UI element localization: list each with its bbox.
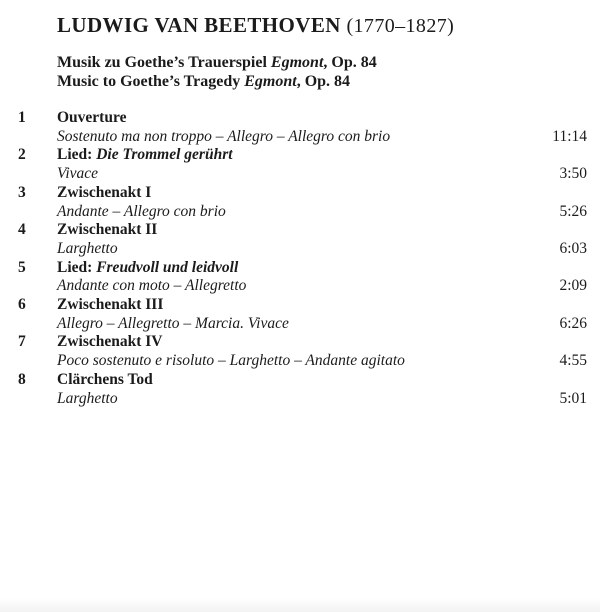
track-detail-line xyxy=(18,165,587,184)
track-title-line xyxy=(18,221,587,240)
work-title-english: Music to Goethe’s Tragedy Egmont, Op. 84 xyxy=(57,72,351,90)
track-title-line xyxy=(18,333,587,352)
track-time: 6:26 xyxy=(559,314,587,332)
track-tempo: Allegro – Allegretto – Marcia. Vivace xyxy=(57,314,289,332)
track-title: Zwischenakt I xyxy=(57,183,152,201)
track-row xyxy=(18,333,587,370)
track-title: Clärchens Tod xyxy=(57,370,153,388)
track-detail-line xyxy=(18,240,587,259)
track-detail-line xyxy=(18,203,587,222)
track-title: Ouverture xyxy=(57,109,127,126)
track-number: 6 xyxy=(18,296,26,314)
track-title: Lied: Die Trommel gerührt xyxy=(57,146,233,164)
page-title xyxy=(57,13,587,39)
track-time: 2:09 xyxy=(559,277,587,295)
track-list xyxy=(0,109,600,408)
track-title-line xyxy=(18,184,587,203)
track-number: 1 xyxy=(18,109,26,126)
track-row xyxy=(18,259,587,296)
track-detail-line xyxy=(18,352,587,371)
track-number: 7 xyxy=(18,333,26,351)
track-number: 2 xyxy=(18,146,26,164)
track-row xyxy=(18,184,587,221)
track-time: 5:26 xyxy=(559,202,587,220)
track-row xyxy=(18,371,587,408)
track-tempo: Larghetto xyxy=(57,389,118,407)
track-number: 8 xyxy=(18,370,26,388)
track-tempo: Poco sostenuto e risoluto – Larghetto – Andante agitato xyxy=(57,352,405,370)
track-detail-line xyxy=(18,128,587,147)
track-title: Zwischenakt III xyxy=(57,296,164,314)
track-title: Zwischenakt IV xyxy=(57,333,163,351)
track-row xyxy=(18,296,587,333)
composer-dates: (1770–1827) xyxy=(346,15,455,37)
track-time: 5:01 xyxy=(559,389,587,407)
work-titles xyxy=(57,54,587,91)
track-title-line xyxy=(18,371,587,390)
track-tempo: Sostenuto ma non troppo – Allegro – Allegro con brio xyxy=(57,127,391,145)
booklet-page xyxy=(0,13,600,612)
track-tempo: Larghetto xyxy=(57,239,118,257)
track-row xyxy=(18,146,587,183)
track-title-line xyxy=(18,296,587,315)
track-number: 5 xyxy=(18,258,26,276)
composer-name: LUDWIG VAN BEETHOVEN xyxy=(57,13,341,37)
track-tempo: Vivace xyxy=(57,165,99,183)
track-time: 4:55 xyxy=(559,352,587,370)
track-time: 11:14 xyxy=(552,127,587,145)
track-title: Lied: Freudvoll und leidvoll xyxy=(57,258,239,276)
work-name-italic: Egmont xyxy=(270,54,324,71)
track-title: Zwischenakt II xyxy=(57,221,158,239)
track-title-work: Freudvoll und leidvoll xyxy=(96,258,239,276)
track-title-line xyxy=(18,259,587,278)
track-detail-line xyxy=(18,390,587,409)
track-time: 6:03 xyxy=(559,239,587,257)
track-detail-line xyxy=(18,315,587,334)
track-time: 3:50 xyxy=(559,165,587,183)
track-title-line xyxy=(18,146,587,165)
track-detail-line xyxy=(18,277,587,296)
work-title-german: Musik zu Goethe’s Trauerspiel Egmont, Op. 84 xyxy=(57,54,377,71)
track-row xyxy=(18,221,587,258)
track-number: 4 xyxy=(18,221,26,239)
track-title-line xyxy=(18,109,587,128)
track-row xyxy=(18,109,587,146)
track-number: 3 xyxy=(18,183,26,201)
track-tempo: Andante – Allegro con brio xyxy=(57,202,226,220)
work-name-italic: Egmont xyxy=(244,72,297,90)
track-title-work: Die Trommel gerührt xyxy=(96,146,233,164)
track-tempo: Andante con moto – Allegretto xyxy=(57,277,247,295)
